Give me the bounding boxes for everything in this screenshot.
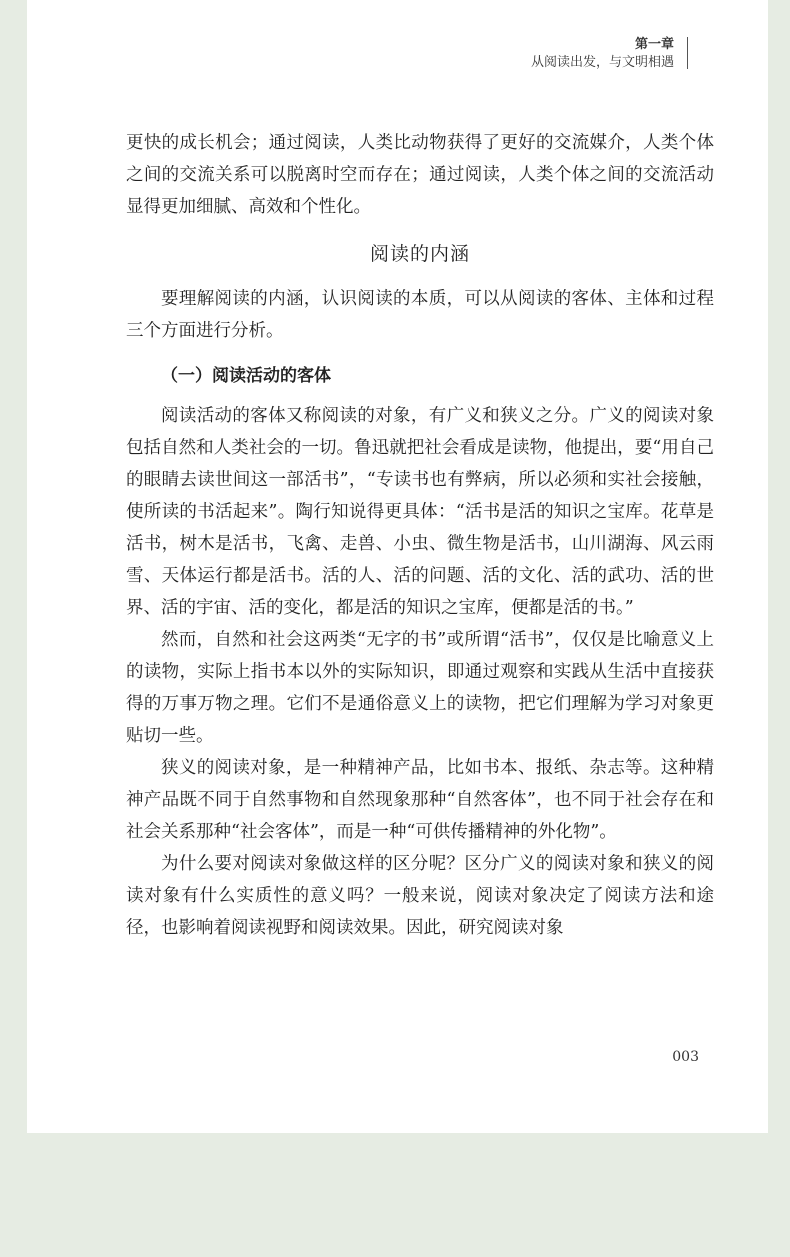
paragraph: 为什么要对阅读对象做这样的区分呢？区分广义的阅读对象和狭义的阅读对象有什么实质性的意义吗？一般来说，阅读对象决定了阅读方法和途径，也影响着阅读视野和阅读效果。因此，研究阅读对象 [126,854,714,938]
chapter-subtitle: 从阅读出发，与文明相遇 [530,55,674,70]
paragraph: 狭义的阅读对象，是一种精神产品，比如书本、报纸、杂志等。这种精神产品既不同于自然事物和自然现象那种“自然客体”，也不同于社会存在和社会关系那种“社会客体”，而是一种“可供传播精神的外化物”。 [126,758,714,842]
paragraph-continued: 更快的成长机会；通过阅读，人类比动物获得了更好的交流媒介，人类个体之间的交流关系可以脱离时空而存在；通过阅读，人类个体之间的交流活动显得更加细腻、高效和个性化。 [126,133,714,217]
paragraph: 要理解阅读的内涵，认识阅读的本质，可以从阅读的客体、主体和过程三个方面进行分析。 [126,289,714,341]
chapter-label: 第一章 [634,37,674,52]
book-page [27,0,768,1133]
header-rule [687,37,688,69]
page-number: 003 [672,1049,699,1065]
body-text [126,127,714,944]
running-header [531,36,674,72]
paragraph: 然而，自然和社会这两类“无字的书”或所谓“活书”，仅仅是比喻意义上的读物，实际上指书本以外的实际知识，即通过观察和实践从生活中直接获得的万事万物之理。它们不是通俗意义上的读物，把它们理解为学习对象更贴切一些。 [126,630,714,746]
section-title: 阅读的内涵 [369,243,470,265]
paragraph: 阅读活动的客体又称阅读的对象，有广义和狭义之分。广义的阅读对象包括自然和人类社会的一切。鲁迅就把社会看成是读物，他提出，要“用自己的眼睛去读世间这一部活书”，“专读书也有弊病，所以必须和实社会接触，使所读的书活起来”。陶行知说得更具体：“活书是活的知识之宝库。花草是活书，树木是活书，飞禽、走兽、小虫、微生物是活书，山川湖海、风云雨雪、天体运行都是活书。活的人、活的问题、活的文化、活的武功、活的世界、活的宇宙、活的变化，都是活的知识之宝库，便都是活的书。” [126,406,714,618]
subsection-title: （一）阅读活动的客体 [161,366,331,386]
